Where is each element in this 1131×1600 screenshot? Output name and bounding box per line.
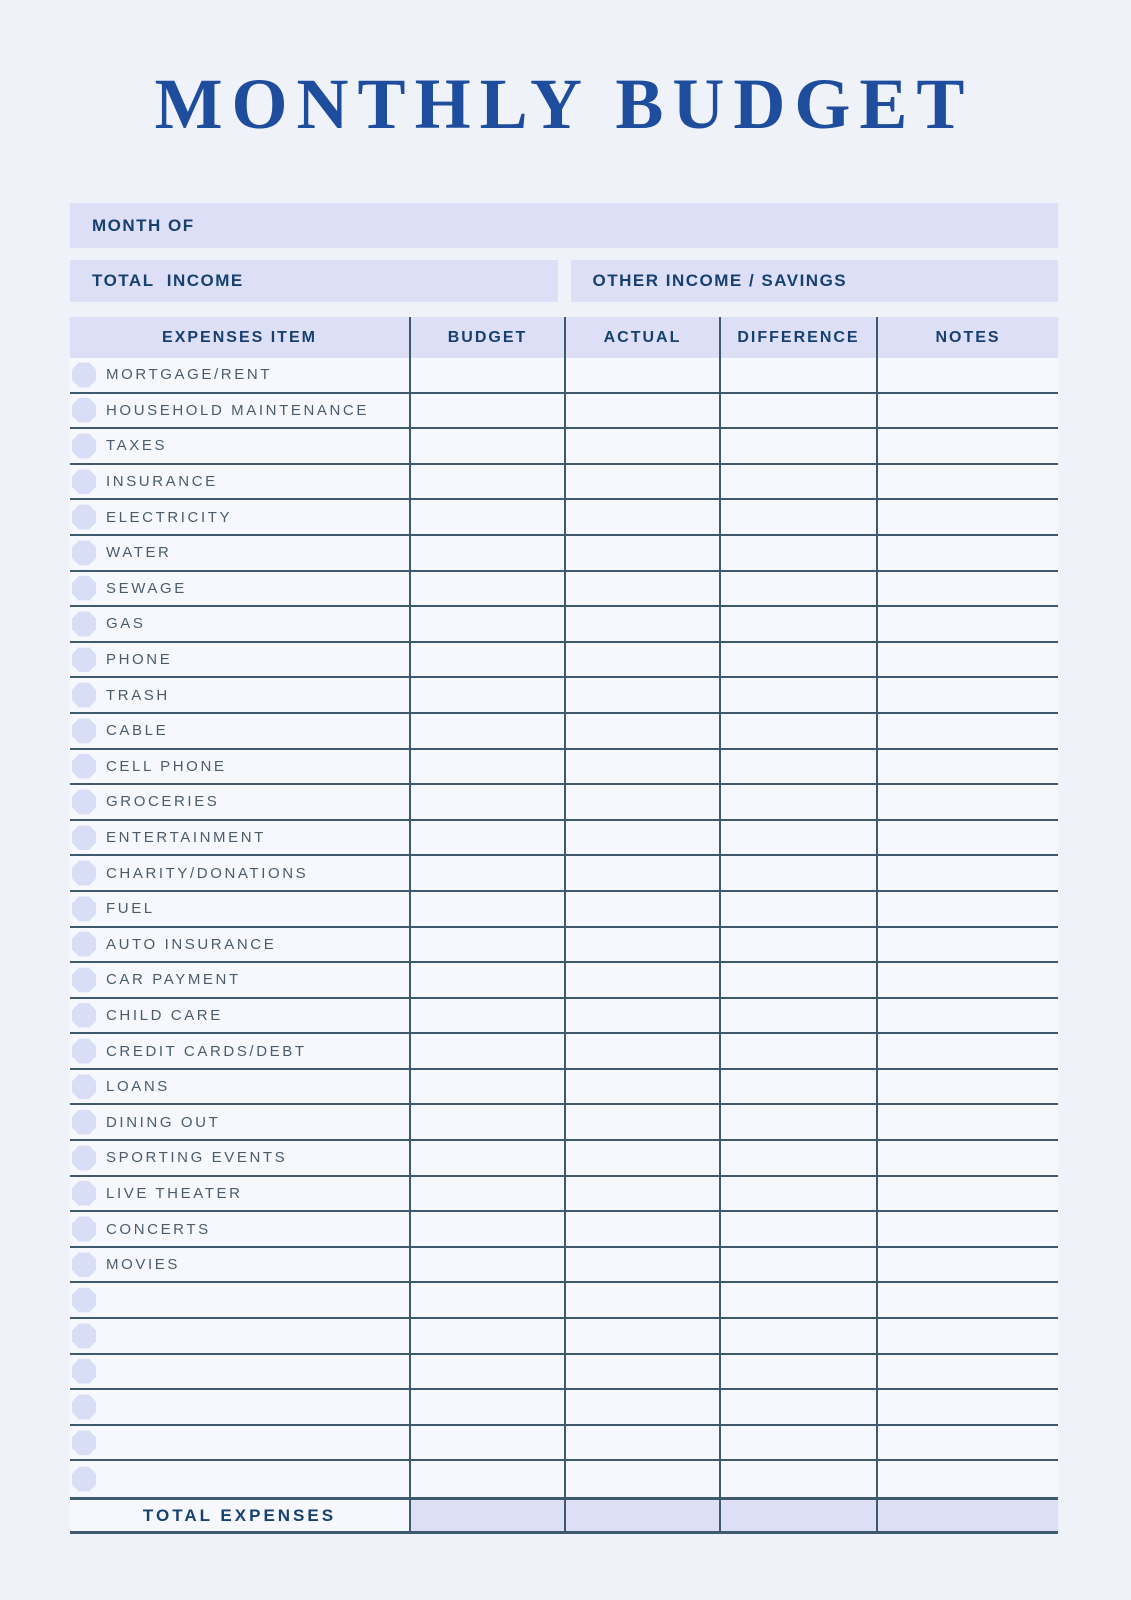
expense-item-cell xyxy=(70,928,409,962)
difference-cell[interactable] xyxy=(719,821,876,855)
budget-cell[interactable] xyxy=(409,750,564,784)
table-row xyxy=(70,963,1058,999)
column-header-difference: DIFFERENCE xyxy=(719,317,876,358)
bullet-icon xyxy=(72,825,96,850)
budget-cell[interactable] xyxy=(409,1283,564,1317)
difference-cell[interactable] xyxy=(719,892,876,926)
notes-cell[interactable] xyxy=(876,643,1058,677)
expense-item-cell xyxy=(70,429,409,463)
bullet-icon xyxy=(72,1359,96,1384)
table-row xyxy=(70,358,1058,394)
actual-cell[interactable] xyxy=(564,536,719,570)
bullet-icon xyxy=(72,611,96,636)
table-row-empty xyxy=(70,1390,1058,1426)
bullet-icon xyxy=(72,1395,96,1420)
table-row xyxy=(70,856,1058,892)
difference-cell[interactable] xyxy=(719,928,876,962)
notes-cell[interactable] xyxy=(876,1283,1058,1317)
difference-cell[interactable] xyxy=(719,1177,876,1211)
expense-item-label: TRASH xyxy=(106,686,170,704)
actual-cell[interactable] xyxy=(564,607,719,641)
month-of-field[interactable] xyxy=(70,203,1058,248)
expense-item-label: WATER xyxy=(106,544,172,562)
column-header-actual: ACTUAL xyxy=(564,317,719,358)
expense-item-cell xyxy=(70,536,409,570)
difference-cell[interactable] xyxy=(719,536,876,570)
expense-item-label: MORTGAGE/RENT xyxy=(106,366,273,384)
notes-cell[interactable] xyxy=(876,928,1058,962)
expense-item-label: CHARITY/DONATIONS xyxy=(106,864,309,882)
budget-cell[interactable] xyxy=(409,821,564,855)
bullet-icon xyxy=(72,932,96,957)
table-row-empty xyxy=(70,1461,1058,1497)
budget-cell[interactable] xyxy=(409,1105,564,1139)
budget-cell[interactable] xyxy=(409,856,564,890)
budget-cell[interactable] xyxy=(409,999,564,1033)
notes-cell[interactable] xyxy=(876,572,1058,606)
expense-item-label: CHILD CARE xyxy=(106,1006,223,1024)
total-expenses-label: TOTAL EXPENSES xyxy=(142,1505,337,1525)
actual-cell[interactable] xyxy=(564,1070,719,1104)
difference-cell[interactable] xyxy=(719,678,876,712)
actual-cell[interactable] xyxy=(564,963,719,997)
expense-item-label: SPORTING EVENTS xyxy=(106,1149,288,1167)
difference-cell[interactable] xyxy=(719,856,876,890)
table-row xyxy=(70,500,1058,536)
month-of-label: MONTH OF xyxy=(92,215,195,235)
table-row xyxy=(70,821,1058,857)
bullet-icon xyxy=(72,398,96,423)
difference-cell[interactable] xyxy=(719,963,876,997)
expense-item-cell xyxy=(70,500,409,534)
budget-cell[interactable] xyxy=(409,429,564,463)
income-section xyxy=(70,260,1058,302)
notes-cell[interactable] xyxy=(876,394,1058,428)
actual-cell[interactable] xyxy=(564,678,719,712)
difference-cell[interactable] xyxy=(719,1248,876,1282)
bullet-icon xyxy=(72,718,96,743)
difference-cell[interactable] xyxy=(719,1212,876,1246)
difference-cell[interactable] xyxy=(719,1141,876,1175)
actual-cell[interactable] xyxy=(564,999,719,1033)
difference-cell[interactable] xyxy=(719,1319,876,1353)
budget-cell[interactable] xyxy=(409,536,564,570)
bullet-icon xyxy=(72,1181,96,1206)
expense-item-cell xyxy=(70,963,409,997)
total-income-label: TOTAL INCOME xyxy=(92,271,244,290)
actual-cell[interactable] xyxy=(564,1034,719,1068)
other-income-savings-label: OTHER INCOME / SAVINGS xyxy=(592,271,848,290)
expense-item-cell xyxy=(70,1177,409,1211)
notes-cell[interactable] xyxy=(876,1426,1058,1460)
difference-cell[interactable] xyxy=(719,1355,876,1389)
actual-cell[interactable] xyxy=(564,643,719,677)
budget-cell[interactable] xyxy=(409,714,564,748)
difference-cell[interactable] xyxy=(719,465,876,499)
actual-cell[interactable] xyxy=(564,1461,719,1497)
notes-cell[interactable] xyxy=(876,500,1058,534)
bullet-icon xyxy=(72,1039,96,1064)
budget-cell[interactable] xyxy=(409,892,564,926)
notes-cell[interactable] xyxy=(876,465,1058,499)
budget-cell[interactable] xyxy=(409,1177,564,1211)
actual-cell[interactable] xyxy=(564,892,719,926)
expense-item-cell xyxy=(70,643,409,677)
bullet-icon xyxy=(72,1110,96,1135)
budget-cell[interactable] xyxy=(409,643,564,677)
table-row xyxy=(70,928,1058,964)
notes-cell[interactable] xyxy=(876,1390,1058,1424)
expense-item-cell xyxy=(70,785,409,819)
difference-cell[interactable] xyxy=(719,1461,876,1497)
budget-cell[interactable] xyxy=(409,1141,564,1175)
notes-cell[interactable] xyxy=(876,856,1058,890)
actual-cell[interactable] xyxy=(564,1177,719,1211)
total-notes-cell[interactable] xyxy=(876,1500,1058,1531)
notes-cell[interactable] xyxy=(876,963,1058,997)
bullet-icon xyxy=(72,1252,96,1277)
column-header-notes: NOTES xyxy=(876,317,1058,358)
expense-item-label: DINING OUT xyxy=(106,1113,221,1131)
page-title: MONTHLY BUDGET xyxy=(154,63,974,144)
table-row-empty xyxy=(70,1319,1058,1355)
table-row xyxy=(70,785,1058,821)
column-header-budget: BUDGET xyxy=(409,317,564,358)
notes-cell[interactable] xyxy=(876,1070,1058,1104)
expense-item-label: INSURANCE xyxy=(106,473,218,491)
actual-cell[interactable] xyxy=(564,1248,719,1282)
bullet-icon xyxy=(72,683,96,708)
total-actual-cell[interactable] xyxy=(564,1500,719,1531)
table-row xyxy=(70,572,1058,608)
table-row xyxy=(70,1212,1058,1248)
page-content xyxy=(70,0,1058,1534)
bullet-icon xyxy=(72,1467,96,1492)
expense-item-cell xyxy=(70,999,409,1033)
table-body xyxy=(70,358,1058,1497)
actual-cell[interactable] xyxy=(564,358,719,392)
actual-cell[interactable] xyxy=(564,1283,719,1317)
actual-cell[interactable] xyxy=(564,429,719,463)
bullet-icon xyxy=(72,1217,96,1242)
table-row xyxy=(70,1248,1058,1284)
expense-item-cell xyxy=(70,1461,409,1497)
expense-item-cell xyxy=(70,572,409,606)
total-expenses-row xyxy=(70,1497,1058,1534)
budget-cell[interactable] xyxy=(409,358,564,392)
bullet-icon xyxy=(72,362,96,387)
budget-cell[interactable] xyxy=(409,572,564,606)
bullet-icon xyxy=(72,1074,96,1099)
expense-item-cell xyxy=(70,1355,409,1389)
expense-item-label: ENTERTAINMENT xyxy=(106,829,266,847)
total-difference-cell[interactable] xyxy=(719,1500,876,1531)
difference-cell[interactable] xyxy=(719,999,876,1033)
difference-cell[interactable] xyxy=(719,643,876,677)
budget-cell[interactable] xyxy=(409,1461,564,1497)
expense-item-cell xyxy=(70,358,409,392)
table-row xyxy=(70,1034,1058,1070)
expense-item-cell xyxy=(70,892,409,926)
expense-item-label: CONCERTS xyxy=(106,1220,211,1238)
table-row xyxy=(70,714,1058,750)
expense-item-cell xyxy=(70,1248,409,1282)
notes-cell[interactable] xyxy=(876,821,1058,855)
notes-cell[interactable] xyxy=(876,1105,1058,1139)
bullet-icon xyxy=(72,789,96,814)
actual-cell[interactable] xyxy=(564,394,719,428)
table-row xyxy=(70,1141,1058,1177)
notes-cell[interactable] xyxy=(876,1177,1058,1211)
actual-cell[interactable] xyxy=(564,821,719,855)
budget-cell[interactable] xyxy=(409,465,564,499)
table-row-empty xyxy=(70,1355,1058,1391)
expense-item-cell xyxy=(70,1390,409,1424)
expense-item-cell xyxy=(70,1283,409,1317)
expense-item-cell xyxy=(70,394,409,428)
actual-cell[interactable] xyxy=(564,714,719,748)
difference-cell[interactable] xyxy=(719,1070,876,1104)
actual-cell[interactable] xyxy=(564,1212,719,1246)
actual-cell[interactable] xyxy=(564,1141,719,1175)
notes-cell[interactable] xyxy=(876,536,1058,570)
expense-item-label: CELL PHONE xyxy=(106,757,227,775)
total-budget-cell[interactable] xyxy=(409,1500,564,1531)
bullet-icon xyxy=(72,433,96,458)
bullet-icon xyxy=(72,754,96,779)
difference-cell[interactable] xyxy=(719,607,876,641)
difference-cell[interactable] xyxy=(719,572,876,606)
table-row xyxy=(70,892,1058,928)
budget-cell[interactable] xyxy=(409,785,564,819)
actual-cell[interactable] xyxy=(564,465,719,499)
budget-cell[interactable] xyxy=(409,1034,564,1068)
difference-cell[interactable] xyxy=(719,429,876,463)
expense-item-cell xyxy=(70,1070,409,1104)
expense-item-label: HOUSEHOLD MAINTENANCE xyxy=(106,401,369,419)
table-row xyxy=(70,643,1058,679)
expense-item-cell xyxy=(70,465,409,499)
table-row xyxy=(70,678,1058,714)
other-income-savings-field[interactable] xyxy=(571,260,1059,302)
notes-cell[interactable] xyxy=(876,1319,1058,1353)
budget-cell[interactable] xyxy=(409,1212,564,1246)
table-row-empty xyxy=(70,1283,1058,1319)
difference-cell[interactable] xyxy=(719,714,876,748)
notes-cell[interactable] xyxy=(876,785,1058,819)
table-row xyxy=(70,536,1058,572)
budget-cell[interactable] xyxy=(409,1355,564,1389)
table-row xyxy=(70,999,1058,1035)
actual-cell[interactable] xyxy=(564,856,719,890)
difference-cell[interactable] xyxy=(719,750,876,784)
bullet-icon xyxy=(72,1003,96,1028)
bullet-icon xyxy=(72,1323,96,1348)
notes-cell[interactable] xyxy=(876,1034,1058,1068)
budget-cell[interactable] xyxy=(409,1390,564,1424)
actual-cell[interactable] xyxy=(564,500,719,534)
expense-item-cell xyxy=(70,714,409,748)
bullet-icon xyxy=(72,1145,96,1170)
table-row-empty xyxy=(70,1426,1058,1462)
bullet-icon xyxy=(72,647,96,672)
table-row xyxy=(70,1105,1058,1141)
difference-cell[interactable] xyxy=(719,785,876,819)
actual-cell[interactable] xyxy=(564,785,719,819)
expense-item-label: SEWAGE xyxy=(106,579,187,597)
expense-item-label: GROCERIES xyxy=(106,793,220,811)
expense-item-label: LOANS xyxy=(106,1078,170,1096)
expense-item-label: PHONE xyxy=(106,651,173,669)
expense-item-cell xyxy=(70,821,409,855)
expense-item-cell xyxy=(70,678,409,712)
difference-cell[interactable] xyxy=(719,500,876,534)
difference-cell[interactable] xyxy=(719,1283,876,1317)
budget-cell[interactable] xyxy=(409,1319,564,1353)
expense-item-cell xyxy=(70,1426,409,1460)
difference-cell[interactable] xyxy=(719,1390,876,1424)
bullet-icon xyxy=(72,1430,96,1455)
notes-cell[interactable] xyxy=(876,1248,1058,1282)
expense-item-label: ELECTRICITY xyxy=(106,508,233,526)
difference-cell[interactable] xyxy=(719,358,876,392)
expense-item-label: TAXES xyxy=(106,437,168,455)
budget-cell[interactable] xyxy=(409,1248,564,1282)
notes-cell[interactable] xyxy=(876,892,1058,926)
bullet-icon xyxy=(72,505,96,530)
expense-item-label: CAR PAYMENT xyxy=(106,971,241,989)
bullet-icon xyxy=(72,1288,96,1313)
expense-item-label: FUEL xyxy=(106,900,155,918)
expense-item-label: AUTO INSURANCE xyxy=(106,935,277,953)
bullet-icon xyxy=(72,469,96,494)
notes-cell[interactable] xyxy=(876,1355,1058,1389)
actual-cell[interactable] xyxy=(564,750,719,784)
actual-cell[interactable] xyxy=(564,572,719,606)
expenses-table xyxy=(70,317,1058,1534)
table-row xyxy=(70,429,1058,465)
notes-cell[interactable] xyxy=(876,714,1058,748)
notes-cell[interactable] xyxy=(876,429,1058,463)
expense-item-label: CREDIT CARDS/DEBT xyxy=(106,1042,307,1060)
expense-item-cell xyxy=(70,1212,409,1246)
difference-cell[interactable] xyxy=(719,1105,876,1139)
budget-cell[interactable] xyxy=(409,607,564,641)
notes-cell[interactable] xyxy=(876,678,1058,712)
notes-cell[interactable] xyxy=(876,999,1058,1033)
expense-item-cell xyxy=(70,1141,409,1175)
bullet-icon xyxy=(72,967,96,992)
expense-item-cell xyxy=(70,1319,409,1353)
table-row xyxy=(70,394,1058,430)
table-header-row xyxy=(70,317,1058,358)
actual-cell[interactable] xyxy=(564,1390,719,1424)
expense-item-cell xyxy=(70,856,409,890)
budget-cell[interactable] xyxy=(409,1426,564,1460)
actual-cell[interactable] xyxy=(564,1355,719,1389)
bullet-icon xyxy=(72,896,96,921)
budget-cell[interactable] xyxy=(409,928,564,962)
table-row xyxy=(70,750,1058,786)
actual-cell[interactable] xyxy=(564,1319,719,1353)
bullet-icon xyxy=(72,540,96,565)
difference-cell[interactable] xyxy=(719,1034,876,1068)
actual-cell[interactable] xyxy=(564,1426,719,1460)
expense-item-label: CABLE xyxy=(106,722,169,740)
table-row xyxy=(70,607,1058,643)
table-row xyxy=(70,1070,1058,1106)
notes-cell[interactable] xyxy=(876,750,1058,784)
notes-cell[interactable] xyxy=(876,607,1058,641)
actual-cell[interactable] xyxy=(564,1105,719,1139)
difference-cell[interactable] xyxy=(719,394,876,428)
expense-item-label: MOVIES xyxy=(106,1256,180,1274)
column-header-expenses-item: EXPENSES ITEM xyxy=(162,328,317,346)
budget-cell[interactable] xyxy=(409,1070,564,1104)
expense-item-cell xyxy=(70,607,409,641)
budget-cell[interactable] xyxy=(409,394,564,428)
notes-cell[interactable] xyxy=(876,1461,1058,1497)
bullet-icon xyxy=(72,576,96,601)
expense-item-cell xyxy=(70,750,409,784)
table-row xyxy=(70,465,1058,501)
table-row xyxy=(70,1177,1058,1213)
expense-item-label: GAS xyxy=(106,615,146,633)
notes-cell[interactable] xyxy=(876,1141,1058,1175)
notes-cell[interactable] xyxy=(876,1212,1058,1246)
expense-item-label: LIVE THEATER xyxy=(106,1184,243,1202)
budget-cell[interactable] xyxy=(409,963,564,997)
budget-cell[interactable] xyxy=(409,500,564,534)
budget-cell[interactable] xyxy=(409,678,564,712)
expense-item-cell xyxy=(70,1105,409,1139)
expense-item-cell xyxy=(70,1034,409,1068)
total-income-field[interactable] xyxy=(70,260,558,302)
notes-cell[interactable] xyxy=(876,358,1058,392)
actual-cell[interactable] xyxy=(564,928,719,962)
difference-cell[interactable] xyxy=(719,1426,876,1460)
bullet-icon xyxy=(72,861,96,886)
